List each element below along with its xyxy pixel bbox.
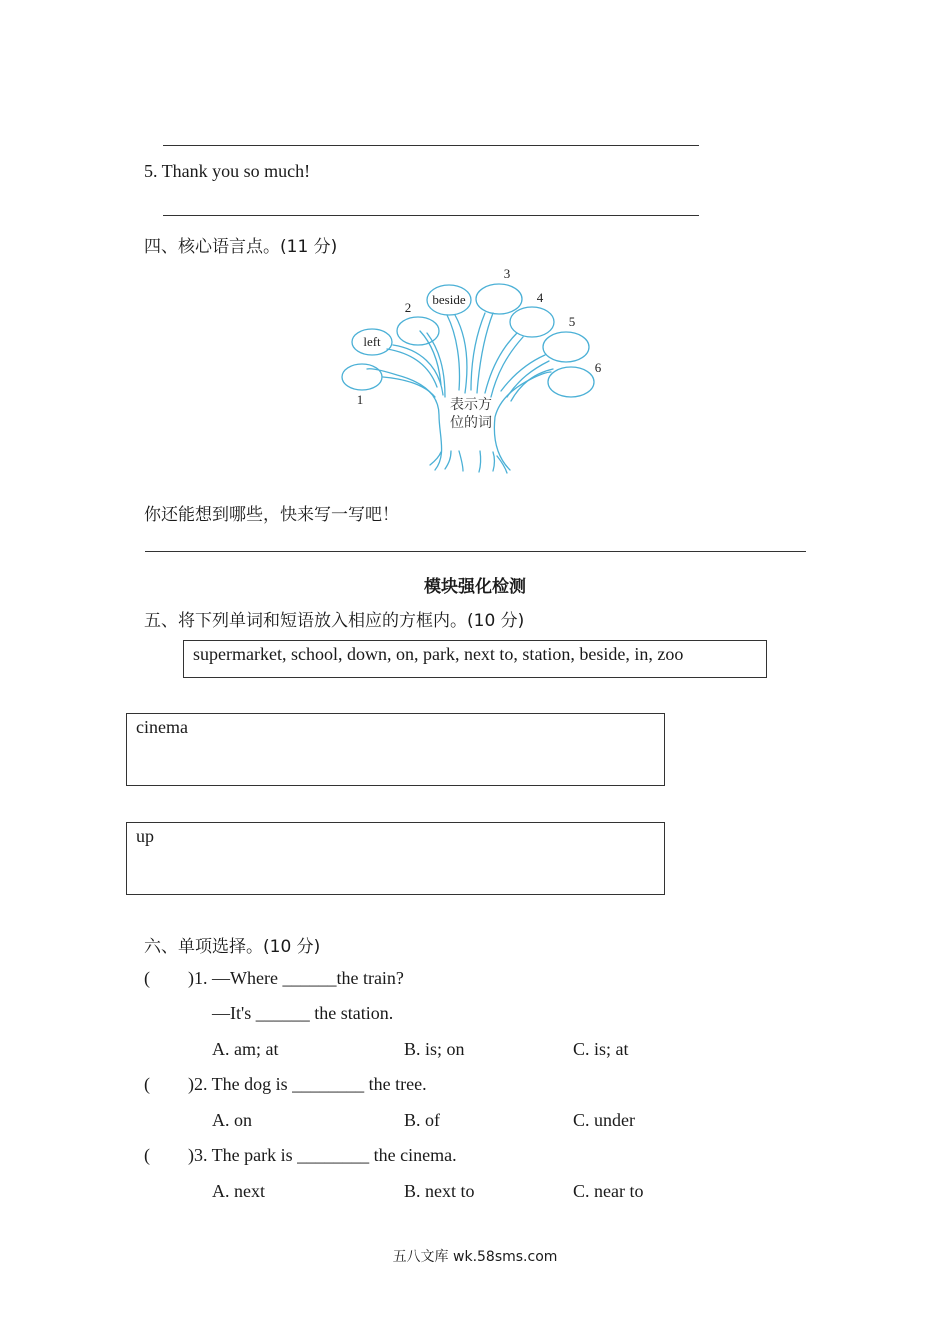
section5-heading: 五、将下列单词和短语放入相应的方框内。(10 分): [144, 611, 525, 631]
up-box[interactable]: [126, 822, 665, 895]
section4-prompt: 你还能想到哪些，快来写一写吧！: [144, 505, 399, 525]
tree-center-line1: 表示方: [450, 398, 492, 413]
q1-option-a[interactable]: A. am; at: [212, 1039, 279, 1059]
tree-num-2: 2: [404, 300, 412, 315]
module-title: 模块强化检测: [424, 577, 526, 597]
q1-option-c[interactable]: C. is; at: [573, 1039, 629, 1059]
tree-center-line2: 位的词: [450, 416, 492, 431]
word-tree-diagram: [335, 265, 615, 480]
tree-num-3: 3: [503, 266, 511, 281]
tree-num-4: 4: [536, 290, 544, 305]
q3-option-b[interactable]: B. next to: [404, 1181, 475, 1201]
answer-line-wide: [145, 551, 806, 552]
tree-word-beside: beside: [432, 292, 466, 307]
q1-stem: )1. —Where ______the train?: [188, 968, 404, 988]
q3-answer-paren[interactable]: (: [144, 1145, 150, 1165]
section6-heading: 六、单项选择。(10 分): [144, 937, 321, 957]
q1-answer-paren[interactable]: (: [144, 968, 150, 988]
cinema-box[interactable]: [126, 713, 665, 786]
tree-num-5: 5: [568, 314, 576, 329]
q2-option-a[interactable]: A. on: [212, 1110, 252, 1130]
tree-num-1: 1: [356, 392, 364, 407]
cinema-box-label: cinema: [136, 717, 188, 737]
q2-answer-paren[interactable]: (: [144, 1074, 150, 1094]
q1-answer-line: —It's ______ the station.: [212, 1003, 394, 1023]
q3-option-c[interactable]: C. near to: [573, 1181, 644, 1201]
tree-num-6: 6: [594, 360, 602, 375]
answer-line-4: [163, 145, 699, 146]
word-bank-box: [183, 640, 767, 678]
q3-option-a[interactable]: A. next: [212, 1181, 265, 1201]
tree-word-left: left: [363, 334, 381, 349]
q1-option-b[interactable]: B. is; on: [404, 1039, 465, 1059]
page-footer: 五八文库 wk.58sms.com: [392, 1249, 558, 1265]
q2-option-b[interactable]: B. of: [404, 1110, 440, 1130]
section4-heading: 四、核心语言点。(11 分): [144, 237, 338, 257]
up-box-label: up: [136, 826, 154, 846]
word-bank-text: supermarket, school, down, on, park, next to, station, beside, in, zoo: [193, 644, 684, 664]
q2-option-c[interactable]: C. under: [573, 1110, 635, 1130]
q2-stem: )2. The dog is ________ the tree.: [188, 1074, 427, 1094]
q3-stem: )3. The park is ________ the cinema.: [188, 1145, 457, 1165]
answer-line-5: [163, 215, 699, 216]
q4-item-5: 5. Thank you so much!: [144, 161, 311, 181]
